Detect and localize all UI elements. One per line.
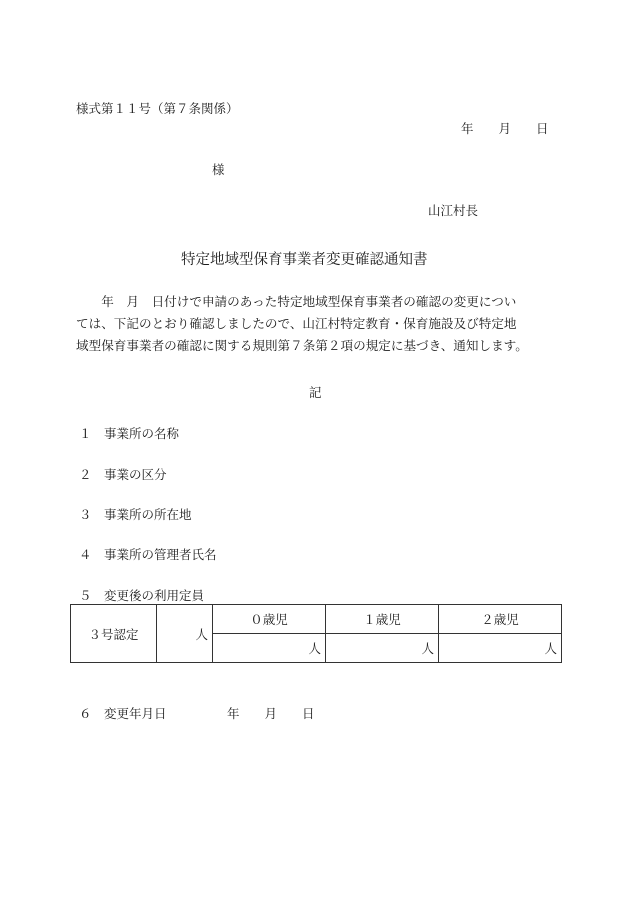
document-title: 特定地域型保育事業者変更確認通知書 — [181, 252, 428, 268]
item-number: ３ — [79, 507, 92, 522]
item-label-manager-name: 事業所の管理者氏名 — [104, 547, 217, 562]
body-line: 域型保育事業者の確認に関する規則第７条第２項の規定に基づき、通知します。 — [76, 338, 528, 353]
item-label-facility-address: 事業所の所在地 — [104, 507, 192, 522]
issuer-name: 山江村長 — [428, 203, 479, 218]
body-text — [76, 291, 564, 357]
ki-heading: 記 — [309, 385, 322, 400]
issue-date: 年 月 日 — [461, 121, 549, 136]
capacity-table — [70, 604, 562, 663]
item-label-business-category: 事業の区分 — [104, 467, 167, 482]
row-label-type3: ３号認定 — [71, 605, 157, 663]
item-number: １ — [79, 426, 92, 441]
capacity-cell-age2: 人 — [439, 634, 562, 663]
total-capacity-cell: 人 — [157, 605, 213, 663]
change-date-value: 年 月 日 — [227, 706, 315, 721]
addressee-suffix: 様 — [212, 162, 225, 177]
item-number: ４ — [79, 547, 92, 562]
column-header-age2: ２歳児 — [439, 605, 562, 634]
capacity-cell-age1: 人 — [326, 634, 439, 663]
capacity-cell-age0: 人 — [213, 634, 326, 663]
item-number: ２ — [79, 467, 92, 482]
item-number: ５ — [79, 588, 92, 603]
item-number: ６ — [79, 706, 92, 721]
column-header-age1: １歳児 — [326, 605, 439, 634]
column-header-age0: ０歳児 — [213, 605, 326, 634]
item-label-change-date: 変更年月日 — [104, 706, 167, 721]
item-label-facility-name: 事業所の名称 — [104, 426, 180, 441]
body-line: ては、下記のとおり確認しましたので、山江村特定教育・保育施設及び特定地 — [76, 316, 517, 331]
body-line: 年 月 日付けで申請のあった特定地域型保育事業者の確認の変更につい — [76, 294, 517, 309]
form-number: 様式第１１号（第７条関係） — [76, 101, 239, 116]
item-label-capacity: 変更後の利用定員 — [104, 588, 205, 603]
